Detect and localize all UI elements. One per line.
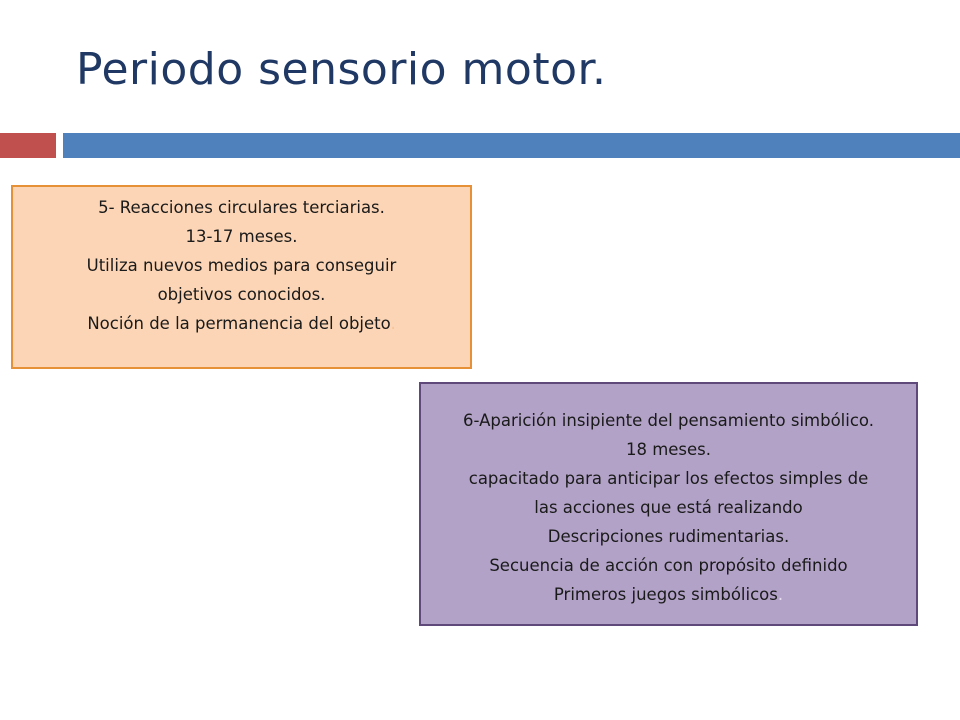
stage-5-line: 13-17 meses. <box>185 227 298 246</box>
stage-5-box <box>11 185 472 369</box>
page-title: Periodo sensorio motor. <box>76 44 607 95</box>
stage-5-line: 5- Reacciones circulares terciarias. <box>98 198 385 217</box>
stage-6-line: capacitado para anticipar los efectos simples de <box>468 469 869 488</box>
stage-5-line-last <box>13 309 470 338</box>
stage-6-line: 6-Aparición insipiente del pensamiento simbólico. <box>463 411 874 430</box>
stage-5-trailing-dot: . <box>390 314 396 333</box>
stage-5-line: objetivos conocidos. <box>157 285 326 304</box>
stage-5-line: Utiliza nuevos medios para conseguir <box>86 256 397 275</box>
stage-5-line-text: Noción de la permanencia del objeto <box>87 314 391 333</box>
stage-6-line: las acciones que está realizando <box>534 498 803 517</box>
stage-6-box <box>419 382 918 626</box>
stage-6-line-text: Primeros juegos simbólicos <box>553 585 778 604</box>
stage-6-line: Secuencia de acción con propósito definido <box>489 556 848 575</box>
stage-6-line: 18 meses. <box>625 440 712 459</box>
accent-bar-blue <box>63 133 960 158</box>
stage-6-line-last <box>421 580 916 609</box>
stage-6-trailing-dot: . <box>777 585 784 604</box>
stage-6-line: Descripciones rudimentarias. <box>547 527 790 546</box>
accent-bar-red <box>0 133 56 158</box>
